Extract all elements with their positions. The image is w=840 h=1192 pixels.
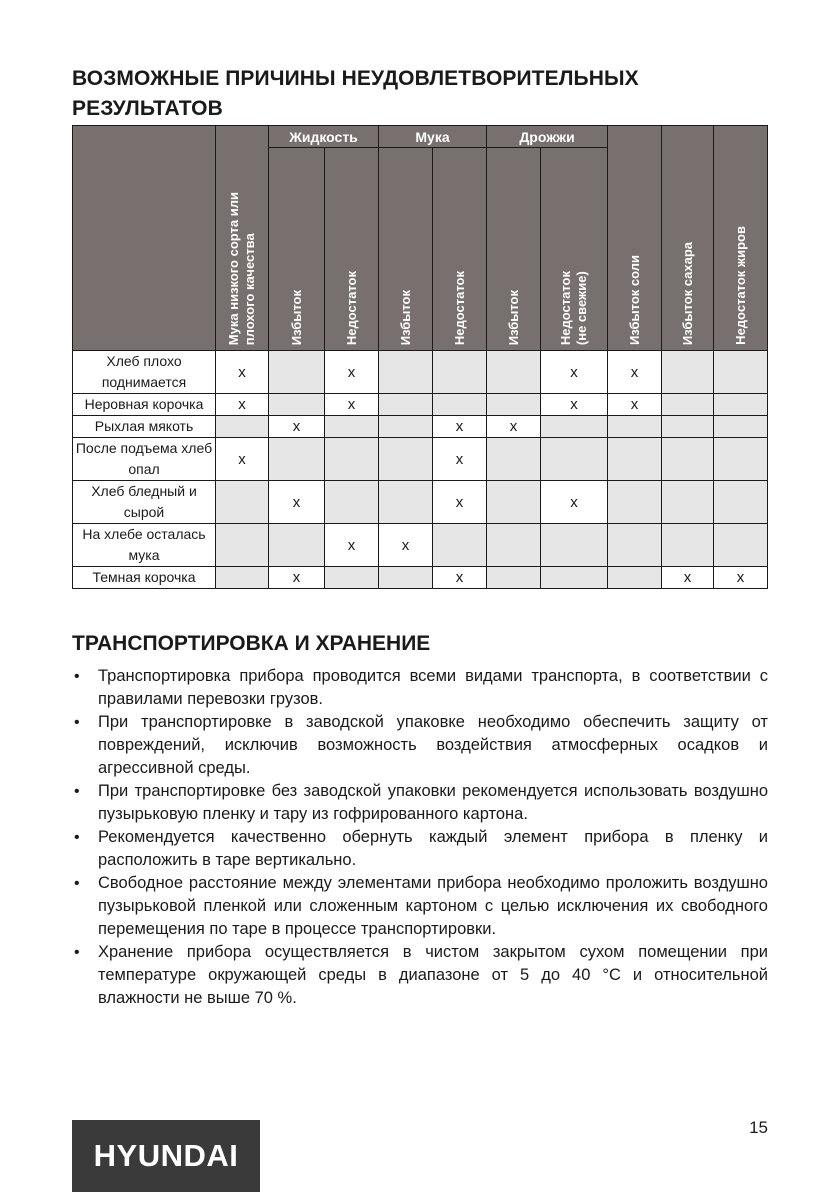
table-cell — [487, 351, 541, 394]
list-item: • При транспортировке в заводской упаковке необходимо обеспечить защиту от повреждений, исключив возможность воздействия атмосферных осадков и агрессивной среды. — [72, 711, 768, 780]
table-row — [73, 481, 768, 524]
table-cell — [662, 438, 714, 481]
header-sugar-excess: Избыток сахара — [662, 126, 714, 351]
table-cell — [269, 351, 325, 394]
table-cell — [608, 416, 662, 438]
list-item: • Транспортировка прибора проводится всеми видами транспорта, в соответствии с правилами перевозки грузов. — [72, 665, 768, 711]
table-cell — [269, 394, 325, 416]
table-cell — [487, 567, 541, 589]
table-cell — [379, 438, 433, 481]
table-cell: x — [216, 394, 269, 416]
table-cell: x — [325, 524, 379, 567]
table-cell — [379, 416, 433, 438]
table-cell — [216, 567, 269, 589]
table-cell — [608, 524, 662, 567]
table-cell — [662, 481, 714, 524]
table-cell — [269, 524, 325, 567]
table-cell — [433, 394, 487, 416]
table-cell — [325, 481, 379, 524]
table-cell — [379, 567, 433, 589]
table-cell: x — [714, 567, 768, 589]
header-liquid-shortage: Недостаток — [325, 148, 379, 351]
header-group-flour: Мука — [379, 126, 487, 148]
table-cell — [487, 481, 541, 524]
section-title-transport: ТРАНСПОРТИРОВКА И ХРАНЕНИЕ — [72, 632, 431, 655]
table-cell — [433, 524, 487, 567]
header-group-yeast: Дрожжи — [487, 126, 608, 148]
page-number: 15 — [749, 1118, 768, 1137]
table-row — [73, 394, 768, 416]
list-item: • Рекомендуется качественно обернуть каждый элемент прибора в пленку и расположить в таре вертикально. — [72, 826, 768, 872]
table-cell: x — [662, 567, 714, 589]
row-label: Хлеб плохо поднимается — [73, 351, 216, 394]
table-cell — [662, 394, 714, 416]
header-yeast-shortage: Недостаток (не свежие) — [541, 148, 608, 351]
table-cell: x — [433, 438, 487, 481]
table-cell — [487, 524, 541, 567]
table-cell — [662, 524, 714, 567]
transport-bullet-list — [72, 665, 768, 1010]
table-cell: x — [269, 567, 325, 589]
table-cell — [608, 567, 662, 589]
table-cell: x — [379, 524, 433, 567]
table-cell — [379, 481, 433, 524]
table-cell: x — [608, 351, 662, 394]
table-row — [73, 438, 768, 481]
list-item: • Свободное расстояние между элементами прибора необходимо проложить воздушно пузырьковой пленкой или сложенным картоном с целью исключения их свободного перемещения по таре в процессе транспортировки. — [72, 872, 768, 941]
table-cell: x — [541, 351, 608, 394]
header-salt-excess: Избыток соли — [608, 126, 662, 351]
row-label: Темная корочка — [73, 567, 216, 589]
header-fat-shortage: Недостаток жиров — [714, 126, 768, 351]
header-yeast-excess: Избыток — [487, 148, 541, 351]
table-cell — [216, 416, 269, 438]
list-item: • Хранение прибора осуществляется в чистом закрытом сухом помещении при температуре окружающей среды в диапазоне от 5 до 40 °С и относительной влажности не выше 70 %. — [72, 941, 768, 1010]
table-cell — [662, 351, 714, 394]
table-cell — [608, 438, 662, 481]
table-cell — [714, 438, 768, 481]
table-cell — [325, 438, 379, 481]
table-cell: x — [269, 416, 325, 438]
table-cell — [379, 394, 433, 416]
table-cell: x — [216, 438, 269, 481]
table-cell — [541, 416, 608, 438]
table-cell — [379, 351, 433, 394]
troubleshooting-table-body — [73, 351, 768, 589]
table-row — [73, 524, 768, 567]
table-cell — [714, 416, 768, 438]
table-cell — [541, 438, 608, 481]
row-label: Хлеб бледный и сырой — [73, 481, 216, 524]
table-cell — [541, 524, 608, 567]
hyundai-logo: HYUNDAI — [72, 1120, 260, 1192]
table-cell: x — [433, 567, 487, 589]
header-flour-excess: Избыток — [379, 148, 433, 351]
table-cell — [714, 524, 768, 567]
table-cell: x — [541, 481, 608, 524]
table-cell — [662, 416, 714, 438]
header-flour-shortage: Недостаток — [433, 148, 487, 351]
header-corner — [73, 126, 216, 351]
table-row — [73, 567, 768, 589]
table-cell — [325, 567, 379, 589]
table-cell — [269, 438, 325, 481]
table-cell: x — [541, 394, 608, 416]
table-cell: x — [269, 481, 325, 524]
header-poor-flour: Мука низкого сорта или плохого качества — [216, 126, 269, 351]
table-cell: x — [608, 394, 662, 416]
table-cell — [325, 416, 379, 438]
table-cell: x — [325, 394, 379, 416]
row-label: На хлебе осталась мука — [73, 524, 216, 567]
table-cell — [714, 351, 768, 394]
header-liquid-excess: Избыток — [269, 148, 325, 351]
table-cell — [216, 524, 269, 567]
table-cell — [487, 394, 541, 416]
troubleshooting-table — [72, 125, 768, 589]
table-cell — [608, 481, 662, 524]
table-row — [73, 351, 768, 394]
header-group-liquid: Жидкость — [269, 126, 379, 148]
table-cell — [433, 351, 487, 394]
table-cell: x — [325, 351, 379, 394]
section-title-troubleshooting: ВОЗМОЖНЫЕ ПРИЧИНЫ НЕУДОВЛЕТВОРИТЕЛЬНЫХ РЕЗУЛЬТАТОВ — [72, 67, 639, 120]
table-cell: x — [487, 416, 541, 438]
row-label: После подъема хлеб опал — [73, 438, 216, 481]
table-cell: x — [216, 351, 269, 394]
table-cell: x — [433, 481, 487, 524]
list-item: • При транспортировке без заводской упаковки рекомендуется использовать воздушно пузырьковую пленку и тару из гофрированного картона. — [72, 780, 768, 826]
table-row — [73, 416, 768, 438]
table-cell — [216, 481, 269, 524]
table-cell: x — [433, 416, 487, 438]
table-cell — [714, 394, 768, 416]
row-label: Неровная корочка — [73, 394, 216, 416]
table-cell — [487, 438, 541, 481]
row-label: Рыхлая мякоть — [73, 416, 216, 438]
table-cell — [714, 481, 768, 524]
table-cell — [541, 567, 608, 589]
